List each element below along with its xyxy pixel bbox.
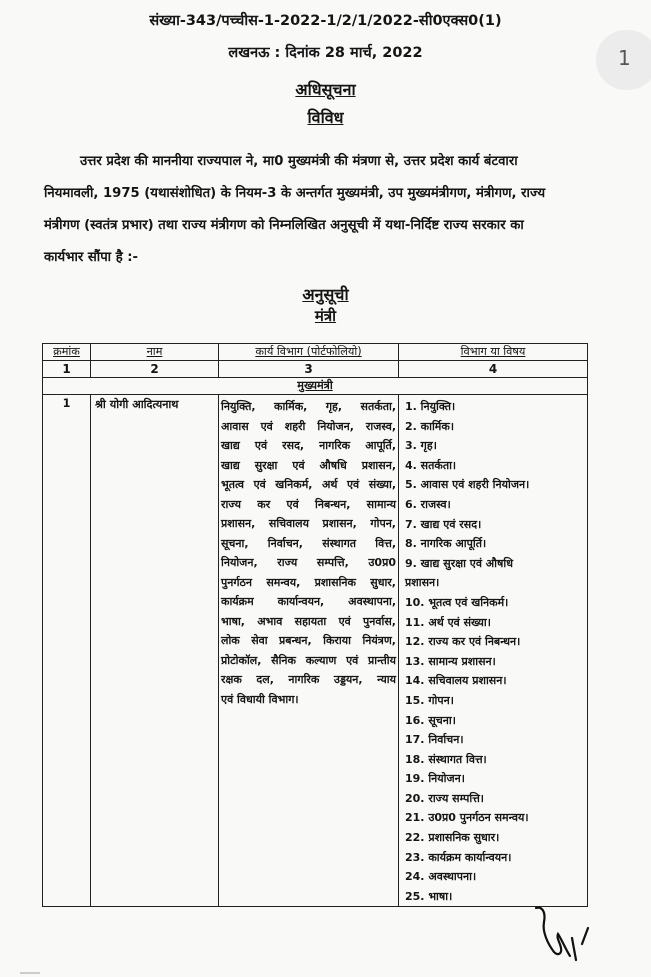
department-item: 17. निर्वाचन। [405,733,464,747]
row-departments [399,395,588,907]
department-item: 9. खाद्य सुरक्षा एवं औषधि [405,556,514,570]
department-item: 20. राज्य सम्पत्ति। [405,791,484,805]
department-item: 22. प्रशासनिक सुधार। [405,831,500,845]
department-item: 10. भूतत्व एवं खनिकर्म। [405,595,509,609]
department-item: 6. राजस्व। [405,497,451,511]
department-item: 16. सूचना। [405,713,456,727]
portfolio-line: पुनर्गठन समन्वय, प्रशासनिक सुधार, [221,575,396,589]
row-name: श्री योगी आदित्यनाथ [91,395,219,907]
notification-title: अधिसूचना [295,80,356,99]
portfolio-line: लोक सेवा प्रबन्धन, किराया नियंत्रण, [221,634,396,647]
portfolio-line: आवास एवं शहरी नियोजन, राजस्व, [221,419,396,433]
portfolio-line: खाद्य सुरक्षा एवं औषधि प्रशासन, [221,458,396,472]
section-label: मुख्यमंत्री [43,378,588,395]
department-item: 4. सतर्कता। [405,458,457,472]
row-serial: 1 [43,395,91,907]
portfolio-line: कार्यक्रम कार्यान्वयन, अवस्थापना, [221,595,396,608]
divider [20,972,40,974]
handwritten-signature-icon [528,898,598,968]
department-item: 2. कार्मिक। [405,419,455,433]
row-portfolio [219,395,399,907]
department-item: 24. अवस्थापना। [405,870,477,884]
portfolio-line: एवं विधायी विभाग। [221,692,299,706]
department-item: 12. राज्य कर एवं निबन्धन। [405,635,521,649]
department-item: 15. गोपन। [405,693,454,707]
portfolio-line: प्रशासन, सचिवालय प्रशासन, गोपन, [221,517,396,530]
portfolio-line: रक्षक दल, नागरिक उड्डयन, न्याय [221,673,396,686]
column-number: 1 [43,361,91,378]
column-number-row [43,361,588,378]
place-date: लखनऊ : दिनांक 28 मार्च, 2022 [228,45,423,61]
department-item: 11. अर्थ एवं संख्या। [405,615,491,629]
department-item: 7. खाद्य एवं रसद। [405,517,482,531]
table-row [43,395,588,907]
portfolio-line: भूतत्व एवं खनिकर्म, अर्थ एवं संख्या, [221,478,396,491]
page-number-text: 1 [618,46,631,70]
department-item: 5. आवास एवं शहरी नियोजन। [405,478,530,492]
paragraph-line: कार्यभार सौंपा है :- [44,250,139,265]
department-item: 23. कार्यक्रम कार्यान्वयन। [405,850,512,864]
schedule-subtitle: मंत्री [314,307,337,325]
column-number: 3 [219,361,399,378]
portfolio-line: खाद्य एवं रसद, नागरिक आपूर्ति, [221,439,396,452]
department-item: 21. उ0प्र0 पुनर्गठन समन्वय। [405,811,529,825]
department-item: 14. सचिवालय प्रशासन। [405,674,507,688]
notification-subtitle: विविध [307,108,344,127]
portfolio-line: नियुक्ति, कार्मिक, गृह, सतर्कता, [221,400,396,413]
department-item: 13. सामान्य प्रशासन। [405,654,496,668]
column-number: 2 [91,361,219,378]
header-serial: क्रमांक [43,344,91,361]
paragraph-line: मंत्रीगण (स्वतंत्र प्रभार) तथा राज्य मंत्रीगण को निम्नलिखित अनुसूची में यथा-निर्दिष्ट राज्य सरकार का [44,218,524,233]
header-name: नाम [91,344,219,361]
portfolio-line: सूचना, निर्वाचन, संस्थागत वित्त, [221,536,396,550]
notification-paragraph [44,146,584,274]
department-item: प्रशासन। [405,576,440,590]
column-number: 4 [399,361,588,378]
department-item: 19. नियोजन। [405,772,465,786]
portfolio-line: प्रोटोकॉल, सैनिक कल्याण एवं प्रान्तीय [221,653,396,667]
department-item: 3. गृह। [405,439,437,453]
department-item: 8. नागरिक आपूर्ति। [405,537,487,551]
paragraph-line: उत्तर प्रदेश की माननीया राज्यपाल ने, मा0 मुख्यमंत्री की मंत्रणा से, उत्तर प्रदेश कार्य बंटवारा [80,154,518,169]
reference-number: संख्या-343/पच्चीस-1-2022-1/2/1/2022-सी0एक्स0(1) [149,13,502,29]
department-item: 1. नियुक्ति। [405,400,456,413]
section-row [43,378,588,395]
schedule-title: अनुसूची [302,285,349,304]
header-department: विभाग या विषय [399,344,588,361]
header-portfolio: कार्य विभाग (पोर्टफोलियो) [219,344,399,361]
department-item: 25. भाषा। [405,889,453,903]
schedule-table [42,343,588,907]
portfolio-line: नियोजन, राज्य सम्पत्ति, उ0प्र0 [221,556,396,569]
paragraph-line: नियमावली, 1975 (यथासंशोधित) के नियम-3 के अन्तर्गत मुख्यमंत्री, उप मुख्यमंत्रीगण, मंत्रीगण, राज्य [44,186,546,201]
department-item: 18. संस्थागत वित्त। [405,752,487,766]
portfolio-line: राज्य कर एवं निबन्धन, सामान्य [221,497,396,511]
table-header-row [43,344,588,361]
portfolio-line: भाषा, अभाव सहायता एवं पुनर्वास, [221,614,396,628]
